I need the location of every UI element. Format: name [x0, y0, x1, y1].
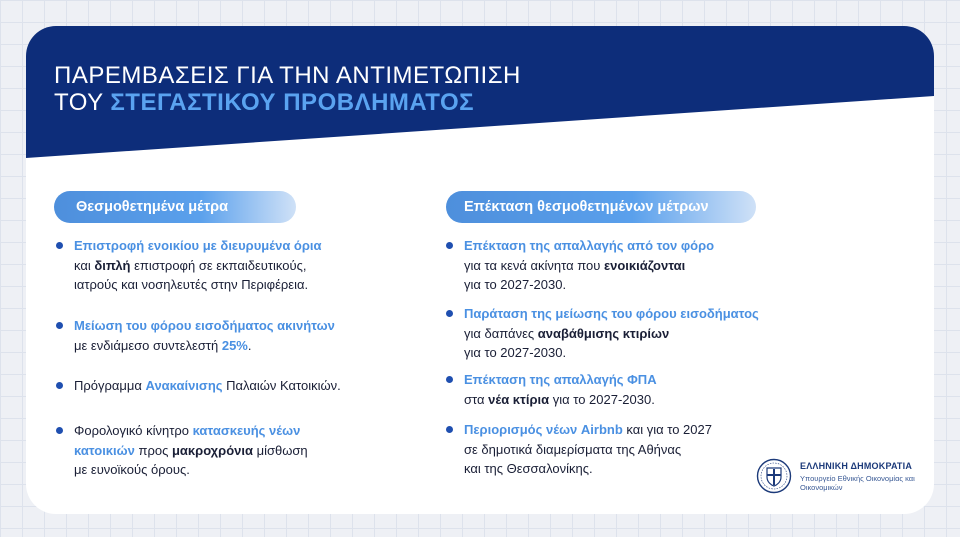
title-accent: ΣΤΕΓΑΣΤΙΚΟΥ ΠΡΟΒΛΗΜΑΤΟΣ: [110, 89, 475, 116]
heading-extended-measures: Επέκταση θεσμοθετημένων μέτρων: [446, 191, 756, 223]
heading-legislated-measures: Θεσμοθετημένα μέτρα: [54, 191, 296, 223]
title-line-2: ΤΟΥ ΣΤΕΓΑΣΤΙΚΟΥ ΠΡΟΒΛΗΜΑΤΟΣ: [54, 89, 475, 116]
bullet-dot: [446, 376, 453, 383]
bullet-dot: [56, 322, 63, 329]
page-title: [54, 62, 521, 116]
ministry-logo: [756, 458, 926, 498]
bullet-dot: [56, 242, 63, 249]
bullet-dot: [446, 310, 453, 317]
title-line-1: ΠΑΡΕΜΒΑΣΕΙΣ ΓΙΑ ΤΗΝ ΑΝΤΙΜΕΤΩΠΙΣΗ: [54, 62, 521, 89]
logo-title: ΕΛΛΗΝΙΚΗ ΔΗΜΟΚΡΑΤΙΑ: [800, 461, 913, 471]
bullet-dot: [56, 427, 63, 434]
greek-coat-of-arms-icon: [756, 458, 792, 494]
bullet-dot: [446, 426, 453, 433]
infographic-card: ΠΑΡΕΜΒΑΣΕΙΣ ΓΙΑ ΤΗΝ ΑΝΤΙΜΕΤΩΠΙΣΗ ΤΟΥ ΣΤΕΓΑΣΤΙΚΟΥ ΠΡΟΒΛΗΜΑΤΟΣ Θεσμοθετημένα μέτρα Επέκταση θεσμοθετημένων μέτρων Επιστροφή ενοικίου με διευρυμένα όρια και διπλή επιστροφή σε εκπαιδευτικούς, ιατρούς και νοσηλευτές στην Περιφέρεια. Μείωση του φόρου εισοδήματος ακινήτων με ενδιάμεσο συντελεστή 25%. Πρόγραμμα Ανακαίνισης Παλαιών Κατοικιών. Φορολογικό κίνητρο κατασκευής νέων κατοικιών προς μακροχρόνια μίσθωση με ευνοϊκούς όρους. Επέκταση της απαλλαγής από τον φόρο για τα κενά ακίνητα που ενοικιάζονται για το 2027-2030. Παράταση της μείωσης του φόρου εισοδήματος για δαπάνες αναβάθμισης κτιρίων για το 2027-2030. Επέκταση της απαλλαγής ΦΠΑ στα νέα κτίρια για το 2027-2030. Περιορισμός νέων Airbnb και για το 2027 σε δημοτικά διαμερίσματα της Αθήνας και της Θεσσαλονίκης. ΕΛΛΗΝΙΚΗ ΔΗΜΟΚΡΑΤΙΑ Υπουργείο Εθνικής Οικονομίας και Οικονομικών: [26, 26, 934, 514]
bullet-dot: [56, 382, 63, 389]
bullet-dot: [446, 242, 453, 249]
logo-subtitle: Υπουργείο Εθνικής Οικονομίας και Οικονομικών: [800, 474, 915, 492]
